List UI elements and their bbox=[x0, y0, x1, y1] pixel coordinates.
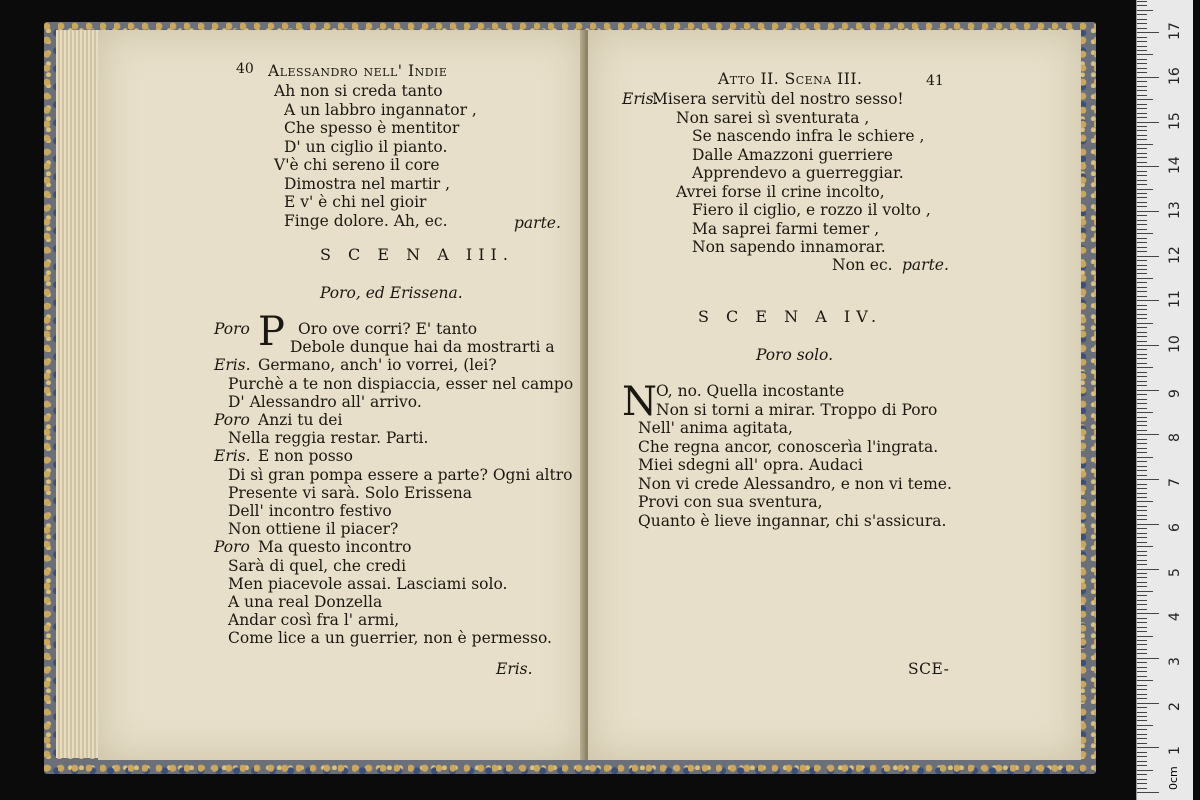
ruler-tick bbox=[1137, 296, 1147, 297]
ruler-tick bbox=[1137, 510, 1147, 511]
ruler-tick bbox=[1137, 488, 1147, 489]
ruler-tick bbox=[1137, 318, 1147, 319]
ruler-tick bbox=[1137, 493, 1147, 494]
ruler-tick bbox=[1137, 81, 1147, 82]
ruler-number: 1 bbox=[1167, 746, 1183, 756]
ruler-tick bbox=[1137, 412, 1153, 413]
right-page bbox=[588, 30, 1081, 760]
ruler-tick bbox=[1137, 770, 1153, 771]
ruler-number: 11 bbox=[1167, 290, 1183, 309]
ruler-tick bbox=[1137, 363, 1147, 364]
ruler-tick bbox=[1137, 354, 1147, 355]
ruler-number: 14 bbox=[1167, 156, 1183, 175]
ruler-tick bbox=[1137, 421, 1147, 422]
verse-line: E v' è chi nel gioir bbox=[284, 193, 427, 211]
ruler-tick bbox=[1137, 206, 1147, 207]
ruler-tick bbox=[1137, 28, 1147, 29]
monologue-line: Quanto è lieve ingannar, chi s'assicura. bbox=[638, 511, 947, 530]
ruler-tick bbox=[1137, 99, 1153, 100]
ruler-tick bbox=[1137, 282, 1147, 283]
ruler-tick bbox=[1137, 148, 1147, 149]
ruler-tick bbox=[1137, 202, 1147, 203]
ruler-unit: 0cm bbox=[1167, 766, 1180, 790]
ruler-tick bbox=[1137, 180, 1147, 181]
speaker-label: Poro bbox=[214, 411, 250, 429]
ruler-tick bbox=[1137, 54, 1153, 55]
stage-direction: parte. bbox=[514, 214, 561, 232]
ruler-tick bbox=[1137, 72, 1147, 73]
ruler-tick bbox=[1137, 434, 1159, 435]
ruler-tick bbox=[1137, 667, 1147, 668]
ruler-tick bbox=[1137, 461, 1147, 462]
ruler-tick bbox=[1137, 278, 1153, 279]
dialogue-line: E non posso bbox=[258, 447, 353, 466]
ruler-number: 13 bbox=[1167, 201, 1183, 219]
ruler-tick bbox=[1137, 479, 1159, 480]
drop-cap: N bbox=[622, 379, 657, 425]
dialogue-line: Anzi tu dei bbox=[258, 411, 343, 429]
ruler-tick bbox=[1137, 564, 1147, 565]
monologue-line: Che regna ancor, conoscerìa l'ingrata. bbox=[638, 437, 939, 456]
monologue-line: O, no. Quella incostante bbox=[656, 382, 845, 400]
ruler-tick bbox=[1137, 703, 1159, 704]
dialogue-line: Presente vi sarà. Solo Erissena bbox=[228, 483, 472, 502]
ruler-tick bbox=[1137, 399, 1147, 400]
ruler-tick bbox=[1137, 41, 1147, 42]
running-head: Alessandro nell' Indie bbox=[268, 62, 448, 80]
ruler-number: 10 bbox=[1167, 335, 1183, 353]
scene-persons: Poro solo. bbox=[756, 346, 834, 364]
ruler-tick bbox=[1137, 658, 1159, 659]
ruler-tick bbox=[1137, 533, 1147, 534]
ruler-tick bbox=[1137, 63, 1147, 64]
ruler-tick bbox=[1137, 542, 1147, 543]
ruler-tick bbox=[1137, 233, 1153, 234]
ruler-tick bbox=[1137, 577, 1147, 578]
ruler-tick bbox=[1137, 211, 1159, 212]
ruler-tick bbox=[1137, 197, 1147, 198]
ruler-tick bbox=[1137, 327, 1147, 328]
dialogue-line: Debole dunque hai da mostrarti a bbox=[290, 338, 555, 357]
monologue-line: Non vi crede Alessandro, e non vi teme. bbox=[638, 474, 952, 493]
dialogue-line: Oro ove corri? E' tanto bbox=[298, 320, 478, 338]
ruler-tick bbox=[1137, 157, 1147, 158]
verse-line: Fiero il ciglio, e rozzo il volto , bbox=[692, 201, 931, 219]
ruler-tick bbox=[1137, 439, 1147, 440]
ruler-tick bbox=[1137, 104, 1147, 105]
scene-persons: Poro, ed Erissena. bbox=[320, 284, 463, 302]
ruler-tick bbox=[1137, 506, 1147, 507]
dialogue-line: Di sì gran pompa essere a parte? Ogni altro bbox=[228, 465, 573, 484]
ruler-tick bbox=[1137, 385, 1147, 386]
ruler-tick bbox=[1137, 443, 1147, 444]
ruler-tick bbox=[1137, 153, 1147, 154]
ruler-tick bbox=[1137, 117, 1147, 118]
verse-line: Ah non si creda tanto bbox=[274, 82, 443, 100]
ruler-tick bbox=[1137, 403, 1147, 404]
ruler-tick bbox=[1137, 265, 1147, 266]
ruler-tick bbox=[1137, 95, 1147, 96]
verse-line: Ma saprei farmi temer , bbox=[692, 219, 880, 238]
ruler-tick bbox=[1137, 349, 1147, 350]
ruler-number: 12 bbox=[1167, 245, 1183, 264]
ruler-number: 4 bbox=[1167, 612, 1183, 622]
ruler-tick bbox=[1137, 560, 1147, 561]
ruler-tick bbox=[1137, 408, 1147, 409]
ruler-tick bbox=[1137, 600, 1147, 601]
verse-line: A un labbro ingannator , bbox=[284, 100, 477, 119]
ruler-number: 6 bbox=[1167, 522, 1183, 532]
ruler-tick bbox=[1137, 783, 1147, 784]
ruler-tick bbox=[1137, 501, 1153, 502]
ruler-tick bbox=[1137, 685, 1147, 686]
verse-line: Dimostra nel martir , bbox=[284, 174, 451, 193]
ruler-tick bbox=[1137, 90, 1147, 91]
catchword: SCE- bbox=[908, 660, 950, 678]
ruler-tick bbox=[1137, 184, 1147, 185]
dialogue-line: D' Alessandro all' arrivo. bbox=[228, 392, 422, 411]
ruler-tick bbox=[1137, 573, 1147, 574]
ruler-tick bbox=[1137, 640, 1147, 641]
ruler-tick bbox=[1137, 738, 1147, 739]
ruler-tick bbox=[1137, 470, 1147, 471]
ruler-tick bbox=[1137, 497, 1147, 498]
ruler-tick bbox=[1137, 251, 1147, 252]
ruler-tick bbox=[1137, 381, 1147, 382]
ruler-tick bbox=[1137, 242, 1147, 243]
ruler-tick bbox=[1137, 788, 1147, 789]
ruler-tick bbox=[1137, 425, 1147, 426]
dialogue-line: A una real Donzella bbox=[228, 593, 383, 611]
ruler-tick bbox=[1137, 636, 1153, 637]
ruler-tick bbox=[1137, 546, 1153, 547]
ruler-tick bbox=[1137, 604, 1147, 605]
ruler-tick bbox=[1137, 761, 1147, 762]
ruler-tick bbox=[1137, 287, 1147, 288]
ruler-tick bbox=[1137, 680, 1153, 681]
ruler-number: 2 bbox=[1167, 701, 1183, 711]
ruler-tick bbox=[1137, 314, 1147, 315]
ruler-tick bbox=[1137, 555, 1147, 556]
verse-line: Misera servitù del nostro sesso! bbox=[652, 90, 904, 108]
ruler-tick bbox=[1137, 720, 1147, 721]
ruler-tick bbox=[1137, 618, 1147, 619]
ruler-tick bbox=[1137, 189, 1153, 190]
ruler-tick bbox=[1137, 59, 1147, 60]
left-page bbox=[98, 30, 584, 760]
ruler-tick bbox=[1137, 734, 1147, 735]
ruler-number: 8 bbox=[1167, 433, 1183, 443]
verse-line: Apprendevo a guerreggiar. bbox=[692, 164, 904, 182]
catchword: Eris. bbox=[496, 660, 533, 678]
ruler-tick bbox=[1137, 273, 1147, 274]
monologue-line: Provi con sua sventura, bbox=[638, 493, 823, 511]
ruler-tick bbox=[1137, 372, 1147, 373]
scene-heading: S C E N A IV. bbox=[698, 307, 883, 326]
ruler-tick bbox=[1137, 1, 1147, 2]
ruler-tick bbox=[1137, 291, 1147, 292]
ruler-number: 17 bbox=[1167, 22, 1183, 41]
ruler-tick bbox=[1137, 171, 1147, 172]
ruler-tick bbox=[1137, 367, 1153, 368]
verse-line: Non sapendo innamorar. bbox=[692, 238, 886, 256]
ruler-tick bbox=[1137, 452, 1147, 453]
ruler-tick bbox=[1137, 765, 1147, 766]
ruler-tick bbox=[1137, 376, 1147, 377]
ruler-tick bbox=[1137, 269, 1147, 270]
ruler-tick bbox=[1137, 582, 1147, 583]
ruler-tick bbox=[1137, 622, 1147, 623]
speaker-label: Eris. bbox=[214, 447, 251, 466]
ruler-tick bbox=[1137, 515, 1147, 516]
verse-line: Non sarei sì sventurata , bbox=[676, 108, 870, 127]
ruler-tick bbox=[1137, 323, 1153, 324]
ruler-tick bbox=[1137, 224, 1147, 225]
scene-heading: S C E N A III. bbox=[320, 245, 514, 264]
ruler-tick bbox=[1137, 37, 1147, 38]
ruler-tick bbox=[1137, 712, 1147, 713]
ruler-tick bbox=[1137, 430, 1147, 431]
dialogue-line: Ma questo incontro bbox=[258, 538, 412, 557]
speaker: Eris. bbox=[622, 90, 659, 108]
ruler-tick bbox=[1137, 694, 1147, 695]
ruler-tick bbox=[1137, 32, 1159, 33]
ruler-tick bbox=[1137, 716, 1147, 717]
ruler-tick bbox=[1137, 653, 1147, 654]
ruler-tick bbox=[1137, 144, 1153, 145]
ruler-tick bbox=[1137, 729, 1147, 730]
stage-direction: parte. bbox=[902, 256, 949, 274]
ruler-tick bbox=[1137, 774, 1147, 775]
verse-line: Se nascendo infra le schiere , bbox=[692, 127, 925, 145]
ruler-tick bbox=[1137, 166, 1159, 167]
dialogue-line: Men piacevole assai. Lasciami solo. bbox=[228, 574, 508, 593]
ruler-tick bbox=[1137, 417, 1147, 418]
ruler-tick bbox=[1137, 524, 1159, 525]
ruler-tick bbox=[1137, 591, 1153, 592]
verse-line: Dalle Amazzoni guerriere bbox=[692, 145, 893, 164]
ruler-tick bbox=[1137, 662, 1147, 663]
ruler-tick bbox=[1137, 689, 1147, 690]
ruler-tick bbox=[1137, 551, 1147, 552]
speaker-label: Poro bbox=[214, 538, 250, 557]
ruler-tick bbox=[1137, 528, 1147, 529]
ruler-tick bbox=[1137, 394, 1147, 395]
ruler-tick bbox=[1137, 77, 1159, 78]
dialogue-line: Sarà di quel, che credi bbox=[228, 556, 407, 575]
ruler-number: 9 bbox=[1167, 388, 1183, 398]
ruler-tick bbox=[1137, 19, 1147, 20]
ruler-tick bbox=[1137, 238, 1147, 239]
ruler-tick bbox=[1137, 448, 1147, 449]
ruler-tick bbox=[1137, 135, 1147, 136]
ruler-tick bbox=[1137, 345, 1159, 346]
speaker-label: Eris. bbox=[214, 356, 251, 375]
ruler-tick bbox=[1137, 126, 1147, 127]
ruler-tick bbox=[1137, 613, 1159, 614]
ruler-tick bbox=[1137, 752, 1147, 753]
ruler-tick bbox=[1137, 139, 1147, 140]
ruler-tick bbox=[1137, 676, 1147, 677]
monologue-line: Miei sdegni all' opra. Audaci bbox=[638, 456, 863, 474]
measuring-ruler bbox=[1136, 0, 1193, 800]
ruler-tick bbox=[1137, 86, 1147, 87]
ruler-tick bbox=[1137, 743, 1147, 744]
ruler-tick bbox=[1137, 14, 1147, 15]
ruler-tick bbox=[1137, 792, 1159, 793]
dialogue-line: Germano, anch' io vorrei, (lei? bbox=[258, 356, 497, 375]
ruler-number: 5 bbox=[1167, 567, 1183, 577]
ruler-tick bbox=[1137, 358, 1147, 359]
page-number: 41 bbox=[926, 73, 944, 89]
exit-line: Non ec. bbox=[832, 256, 893, 274]
ruler-tick bbox=[1137, 122, 1159, 123]
ruler-number: 16 bbox=[1167, 66, 1183, 85]
ruler-tick bbox=[1137, 390, 1159, 391]
ruler-tick bbox=[1137, 256, 1159, 257]
ruler-tick bbox=[1137, 627, 1147, 628]
ruler-tick bbox=[1137, 586, 1147, 587]
ruler-tick bbox=[1137, 193, 1147, 194]
ruler-tick bbox=[1137, 466, 1147, 467]
ruler-tick bbox=[1137, 309, 1147, 310]
ruler-tick bbox=[1137, 247, 1147, 248]
ruler-tick bbox=[1137, 46, 1147, 47]
verse-line: Che spesso è mentitor bbox=[284, 119, 460, 137]
ruler-tick bbox=[1137, 300, 1159, 301]
ruler-number: 3 bbox=[1167, 656, 1183, 666]
ruler-tick bbox=[1137, 747, 1159, 748]
ruler-tick bbox=[1137, 162, 1147, 163]
verse-line: V'è chi sereno il core bbox=[274, 156, 440, 174]
ruler-tick bbox=[1137, 457, 1153, 458]
verse-line: Avrei forse il crine incolto, bbox=[676, 182, 885, 201]
ruler-tick bbox=[1137, 229, 1147, 230]
monologue-line: Non si torni a mirar. Troppo di Poro bbox=[656, 400, 938, 419]
dialogue-line: Andar così fra l' armi, bbox=[228, 611, 400, 630]
ruler-tick bbox=[1137, 644, 1147, 645]
ruler-tick bbox=[1137, 484, 1147, 485]
running-head: Atto II. Scena III. bbox=[718, 70, 863, 88]
verse-line: D' un ciglio il pianto. bbox=[284, 137, 448, 156]
ruler-number: 15 bbox=[1167, 111, 1183, 130]
drop-cap: P bbox=[258, 309, 285, 355]
ruler-tick bbox=[1137, 10, 1153, 11]
ruler-tick bbox=[1137, 23, 1147, 24]
monologue-line: Nell' anima agitata, bbox=[638, 419, 793, 437]
ruler-tick bbox=[1137, 5, 1147, 6]
ruler-tick bbox=[1137, 698, 1147, 699]
ruler-number: 7 bbox=[1167, 478, 1183, 488]
ruler-tick bbox=[1137, 220, 1147, 221]
ruler-tick bbox=[1137, 50, 1147, 51]
ruler-tick bbox=[1137, 130, 1147, 131]
ruler-tick bbox=[1137, 215, 1147, 216]
ruler-tick bbox=[1137, 595, 1147, 596]
ruler-tick bbox=[1137, 108, 1147, 109]
ruler-tick bbox=[1137, 569, 1159, 570]
ruler-tick bbox=[1137, 305, 1147, 306]
ruler-tick bbox=[1137, 332, 1147, 333]
ruler-tick bbox=[1137, 756, 1147, 757]
dialogue-line: Non ottiene il piacer? bbox=[228, 520, 399, 539]
ruler-tick bbox=[1137, 707, 1147, 708]
ruler-tick bbox=[1137, 537, 1147, 538]
verse-line: Finge dolore. Ah, ec. bbox=[284, 211, 448, 230]
ruler-tick bbox=[1137, 609, 1147, 610]
page-number: 40 bbox=[236, 61, 254, 77]
ruler-tick bbox=[1137, 475, 1147, 476]
dialogue-line: Come lice a un guerrier, non è permesso. bbox=[228, 629, 552, 648]
ruler-tick bbox=[1137, 341, 1147, 342]
ruler-tick bbox=[1137, 725, 1153, 726]
ruler-tick bbox=[1137, 68, 1147, 69]
dialogue-line: Dell' incontro festivo bbox=[228, 502, 392, 520]
ruler-tick bbox=[1137, 175, 1147, 176]
ruler-tick bbox=[1137, 519, 1147, 520]
ruler-tick bbox=[1137, 649, 1147, 650]
ruler-tick bbox=[1137, 336, 1147, 337]
dialogue-line: Nella reggia restar. Parti. bbox=[228, 429, 429, 448]
ruler-tick bbox=[1137, 260, 1147, 261]
ruler-tick bbox=[1137, 671, 1147, 672]
ruler-tick bbox=[1137, 779, 1147, 780]
dialogue-line: Purchè a te non dispiaccia, esser nel campo bbox=[228, 374, 574, 393]
ruler-tick bbox=[1137, 631, 1147, 632]
speaker-label: Poro bbox=[214, 320, 250, 338]
ruler-tick bbox=[1137, 113, 1147, 114]
